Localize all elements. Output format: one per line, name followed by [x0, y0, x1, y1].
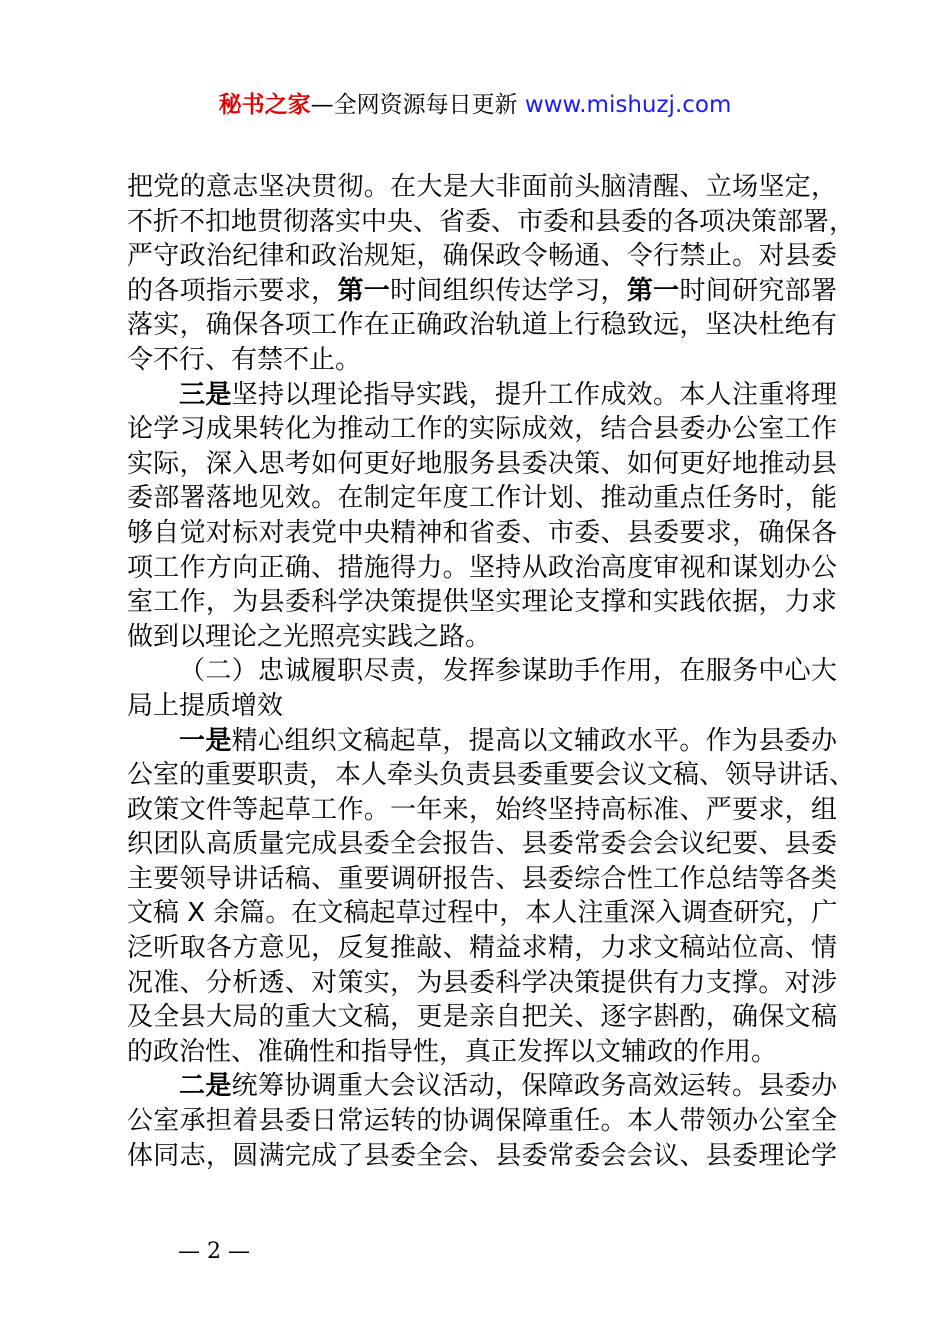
site-url-link[interactable]: www.mishuzj.com — [524, 92, 732, 118]
section-heading-line-1: （二）忠诚履职尽责，发挥参谋助手作用，在服务中心大 — [179, 656, 837, 687]
text-line-28: 公室承担着县委日常运转的协调保障重任。本人带领办公室全 — [127, 1106, 837, 1137]
text-line-25: 及全县大局的重大文稿，更是亲自把关、逐字斟酌，确保文稿 — [127, 1002, 837, 1033]
text-line-6: 令不行、有禁不止。 — [127, 344, 362, 375]
text-line-5: 落实，确保各项工作在正确政治轨道上行稳致远，坚决杜绝有 — [127, 310, 837, 341]
text-line-12: 项工作方向正确、措施得力。坚持从政治高度审视和谋划办公 — [127, 552, 837, 583]
text-line-3: 严守政治纪律和政治规矩，确保政令畅通、令行禁止。对县委 — [127, 241, 837, 272]
text-line-23: 泛听取各方意见，反复推敲、精益求精，力求文稿站位高、情 — [127, 933, 837, 964]
text-line-20: 织团队高质量完成县委全会报告、县委常委会会议纪要、县委 — [127, 829, 837, 860]
text-line-8: 论学习成果转化为推动工作的实际成效，结合县委办公室工作 — [127, 414, 837, 445]
text-line-21: 主要领导讲话稿、重要调研报告、县委综合性工作总结等各类 — [127, 863, 837, 894]
section-heading-line-2: 局上提质增效 — [127, 690, 284, 721]
text-line-17: 一是精心组织文稿起草，提高以文辅政水平。作为县委办 — [179, 725, 837, 756]
text-line-13: 室工作，为县委科学决策提供坚实理论支撑和实践依据，力求 — [127, 587, 837, 618]
text-line-26: 的政治性、准确性和指导性，真正发挥以文辅政的作用。 — [127, 1036, 778, 1067]
text-line-19: 政策文件等起草工作。一年来，始终坚持高标准、严要求，组 — [127, 794, 837, 825]
text-line-4: 的各项指示要求，第一时间组织传达学习，第一时间研究部署 — [127, 275, 837, 306]
document-body — [127, 170, 856, 1173]
site-tagline: —全网资源每日更新 — [310, 92, 525, 118]
text-line-1: 把党的意志坚决贯彻。在大是大非面前头脑清醒、立场坚定， — [127, 172, 837, 202]
text-line-7: 三是坚持以理论指导实践，提升工作成效。本人注重将理 — [179, 379, 837, 410]
text-line-10: 委部署落地见效。在制定年度工作计划、推动重点任务时，能 — [127, 483, 837, 514]
text-line-9: 实际，深入思考如何更好地服务县委决策、如何更好地推动县 — [127, 448, 837, 479]
text-line-29: 体同志，圆满完成了县委全会、县委常委会会议、县委理论学 — [127, 1140, 837, 1171]
site-header — [0, 90, 950, 120]
text-line-18: 公室的重要职责，本人牵头负责县委重要会议文稿、领导讲话、 — [127, 760, 856, 791]
text-line-14: 做到以理论之光照亮实践之路。 — [127, 621, 492, 652]
text-line-11: 够自觉对标对表党中央精神和省委、市委、县委要求，确保各 — [127, 517, 837, 548]
page-number: — 2 — — [178, 1239, 250, 1264]
site-brand: 秘书之家 — [218, 92, 311, 118]
text-line-2: 不折不扣地贯彻落实中央、省委、市委和县委的各项决策部署， — [127, 206, 856, 237]
text-line-27: 二是统筹协调重大会议活动，保障政务高效运转。县委办 — [179, 1071, 837, 1102]
text-line-22: 文稿 X 余篇。在文稿起草过程中，本人注重深入调查研究，广 — [127, 898, 838, 929]
text-line-24: 况准、分析透、对策实，为县委科学决策提供有力支撑。对涉 — [127, 967, 837, 998]
